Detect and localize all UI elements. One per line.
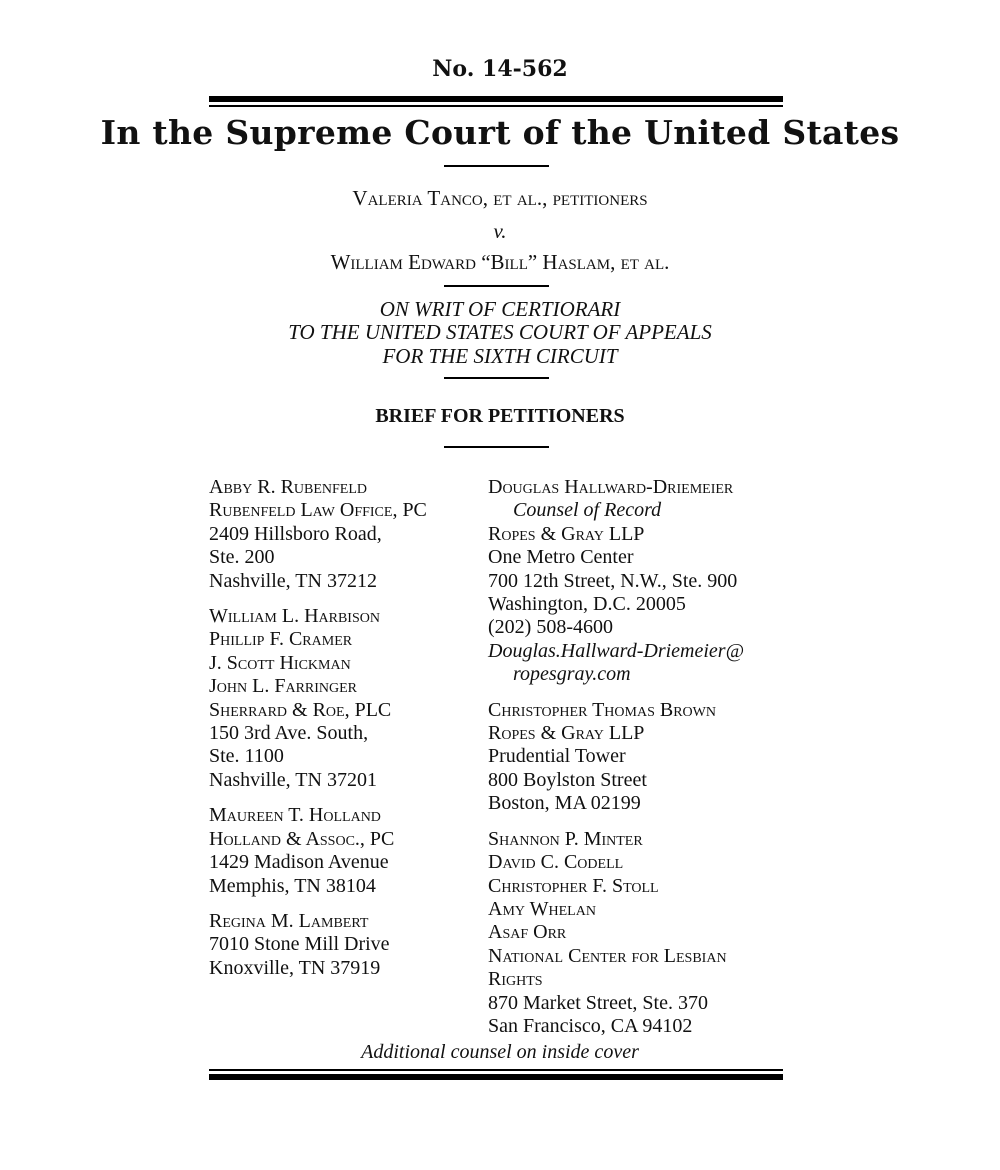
counsel-line: Rights (488, 968, 543, 991)
divider-rule (444, 446, 549, 448)
counsel-line: Ste. 1100 (209, 745, 284, 768)
petitioners-caption: Valeria Tanco, et al., petitioners (352, 186, 648, 210)
divider-rule (444, 285, 549, 287)
counsel-line: Ste. 200 (209, 546, 275, 569)
court-title: In the Supreme Court of the United States (100, 113, 900, 152)
counsel-line: Christopher Thomas Brown (488, 698, 716, 721)
docket-number: No. 14-562 (432, 56, 568, 82)
counsel-line: Sherrard & Roe, PLC (209, 698, 392, 721)
writ-line-1: ON WRIT OF CERTIORARI (379, 297, 621, 321)
counsel-block (209, 910, 479, 980)
counsel-block (209, 804, 479, 898)
left-counsel-column (209, 476, 479, 992)
counsel-line: Maureen T. Holland (209, 804, 381, 827)
writ-line-2: TO THE UNITED STATES COURT OF APPEALS (288, 320, 712, 344)
counsel-line: Nashville, TN 37212 (209, 569, 377, 592)
counsel-line: Asaf Orr (488, 921, 567, 944)
top-double-rule (209, 96, 783, 107)
counsel-line: Memphis, TN 38104 (209, 874, 376, 897)
counsel-line: (202) 508-4600 (488, 616, 613, 639)
counsel-block (488, 828, 788, 1039)
counsel-line: 150 3rd Ave. South, (209, 722, 369, 745)
versus-caption: v. (493, 219, 507, 243)
counsel-line: Shannon P. Minter (488, 827, 643, 850)
counsel-line: Ropes & Gray LLP (488, 722, 645, 745)
counsel-line: Prudential Tower (488, 745, 626, 768)
counsel-line: ropesgray.com (513, 663, 631, 686)
counsel-line: Douglas.Hallward-Driemeier@ (488, 639, 744, 662)
counsel-line: Christopher F. Stoll (488, 874, 659, 897)
counsel-block (209, 476, 479, 593)
counsel-line: Boston, MA 02199 (488, 792, 641, 815)
counsel-line: Holland & Assoc., PC (209, 827, 395, 850)
counsel-line: San Francisco, CA 94102 (488, 1014, 693, 1037)
counsel-line: 870 Market Street, Ste. 370 (488, 991, 708, 1014)
divider-rule (444, 377, 549, 379)
counsel-line: Amy Whelan (488, 897, 596, 920)
counsel-block (209, 605, 479, 792)
counsel-block (488, 699, 788, 816)
right-counsel-column (488, 476, 788, 1050)
counsel-line: 700 12th Street, N.W., Ste. 900 (488, 569, 738, 592)
writ-line-3: FOR THE SIXTH CIRCUIT (382, 344, 618, 368)
counsel-line: Abby R. Rubenfeld (209, 476, 368, 498)
counsel-line: John L. Farringer (209, 675, 358, 698)
counsel-line: William L. Harbison (209, 605, 380, 628)
counsel-line: National Center for Lesbian (488, 944, 727, 967)
divider-rule (444, 165, 549, 167)
counsel-line: 1429 Madison Avenue (209, 851, 389, 874)
counsel-line: Phillip F. Cramer (209, 628, 353, 651)
counsel-line: Washington, D.C. 20005 (488, 593, 686, 616)
counsel-line: David C. Codell (488, 851, 624, 874)
counsel-line: 800 Boylston Street (488, 768, 647, 791)
bottom-double-rule (209, 1069, 783, 1080)
counsel-line: One Metro Center (488, 546, 634, 569)
respondents-caption: William Edward “Bill” Haslam, et al. (330, 250, 670, 274)
counsel-line: Regina M. Lambert (209, 909, 369, 932)
counsel-line: Counsel of Record (513, 499, 662, 522)
counsel-line: Knoxville, TN 37919 (209, 956, 381, 979)
counsel-block (488, 476, 788, 687)
counsel-line: J. Scott Hickman (209, 651, 351, 674)
counsel-line: Rubenfeld Law Office, PC (209, 499, 427, 522)
additional-counsel-note: Additional counsel on inside cover (361, 1041, 639, 1063)
counsel-line: Nashville, TN 37201 (209, 768, 377, 791)
counsel-line: Ropes & Gray LLP (488, 522, 645, 545)
brief-title: BRIEF FOR PETITIONERS (375, 405, 625, 427)
counsel-line: Douglas Hallward-Driemeier (488, 476, 734, 498)
counsel-line: 2409 Hillsboro Road, (209, 522, 382, 545)
counsel-line: 7010 Stone Mill Drive (209, 933, 390, 956)
